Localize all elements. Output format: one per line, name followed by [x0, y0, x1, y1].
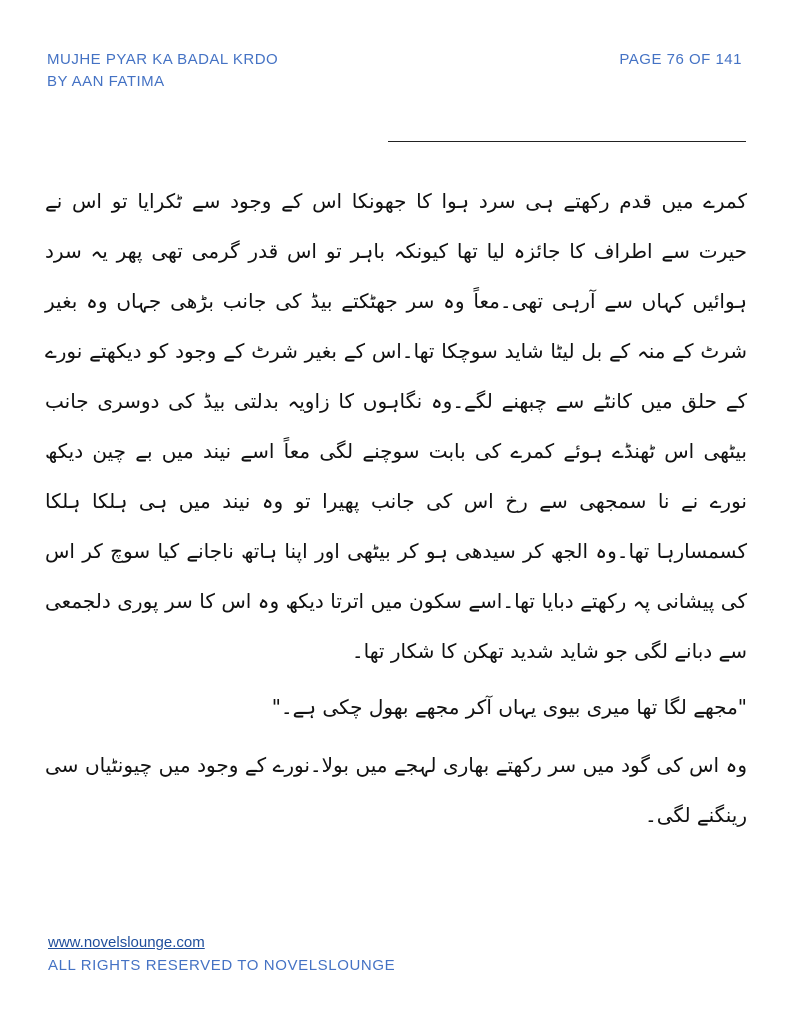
header-divider: [388, 141, 746, 142]
novel-body: [45, 176, 747, 840]
novel-title: MUJHE PYAR KA BADAL KRDO: [47, 51, 279, 68]
dialogue-quote: "مجھے لگا تھا میری بیوی یہاں آکر مجھے بھول چکی ہے۔": [271, 695, 747, 719]
page-number: PAGE 76 OF 141: [619, 51, 742, 68]
rights-notice: ALL RIGHTS RESERVED TO NOVELSLOUNGE: [48, 957, 396, 974]
author-name: BY AAN FATIMA: [47, 73, 165, 90]
paragraph-2: وہ اس کی گود میں سر رکھتے بھاری لہجے میں بولا۔نورے کے وجود میں چیونٹیاں سی رینگنے لگی۔: [45, 753, 747, 827]
paragraph-1: کمرے میں قدم رکھتے ہی سرد ہوا کا جھونکا اس کے وجود سے ٹکرایا تو اس نے حیرت سے اطراف کا جائزہ لیا تھا کیونکہ باہر تو اس قدر گرمی تھی پھر یہ سرد ہوائیں کہاں سے آرہی تھی۔معاً وہ سر جھٹکتے بیڈ کی جانب بڑھی جہاں وہ بغیر شرٹ کے منہ کے بل لیٹا شاید سوچکا تھا۔اس کے بغیر شرٹ کے وجود کو دیکھتے نورے کے حلق میں کانٹے سے چبھنے لگے۔وہ نگاہوں کا زاویہ بدلتی بیڈ کی دوسری جانب بیٹھی اس ٹھنڈے ہوئے کمرے کی بابت سوچنے لگی معاً اسے نیند میں بے چین دیکھ نورے نے نا سمجھی سے رخ اس کی جانب پھیرا تو وہ نیند میں ہی ہلکا ہلکا کسمسارہا تھا۔وہ الجھ کر سیدھی ہو کر بیٹھی اور اپنا ہاتھ ناجانے کیا سوچ کر اس کی پیشانی پہ رکھتے دبایا تھا۔اسے سکون میں اترتا دیکھ وہ اس کا سر پوری دلجمعی سے دبانے لگی جو شاید شدید تھکن کا شکار تھا۔: [45, 189, 747, 663]
website-link[interactable]: www.novelslounge.com: [48, 934, 205, 951]
page-header-left: [47, 49, 278, 93]
